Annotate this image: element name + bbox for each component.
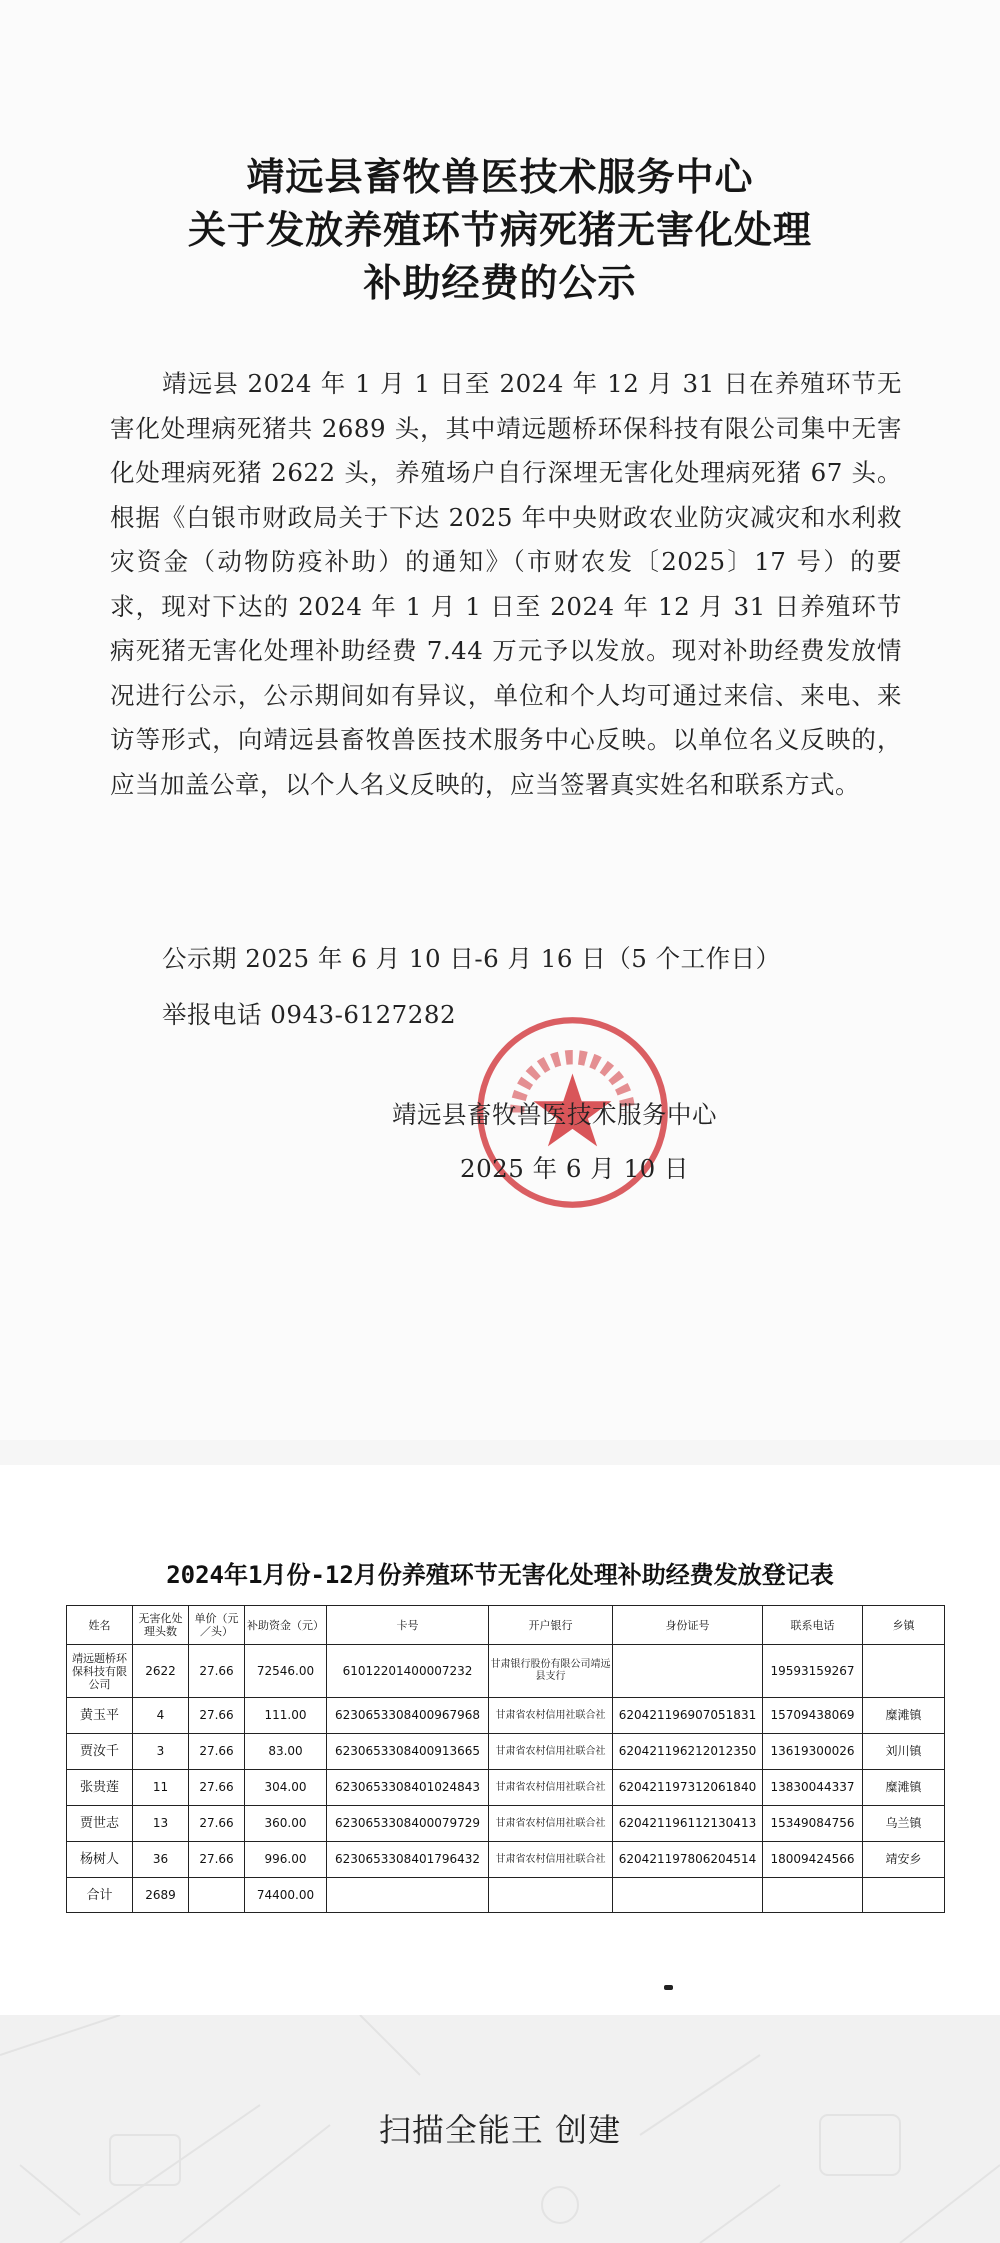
cell-id: 620421197806204514	[613, 1842, 763, 1878]
cell-card: 6230653308401796432	[327, 1842, 489, 1878]
cell-total-price	[189, 1878, 245, 1913]
cell-price: 27.66	[189, 1698, 245, 1734]
cell-count: 4	[133, 1698, 189, 1734]
cell-bank: 甘肃省农村信用社联合社	[489, 1734, 613, 1770]
column-header: 联系电话	[763, 1606, 863, 1645]
notice-title-line-1: 靖远县畜牧兽医技术服务中心	[246, 154, 754, 199]
cell-id: 620421196907051831	[613, 1698, 763, 1734]
cell-amount: 72546.00	[245, 1645, 327, 1698]
cell-amount: 111.00	[245, 1698, 327, 1734]
cell-total-label: 合计	[67, 1878, 133, 1913]
cell-total-phone	[763, 1878, 863, 1913]
table-row	[67, 1734, 945, 1770]
cell-town	[863, 1645, 945, 1698]
column-header: 单价（元／头）	[189, 1606, 245, 1645]
cell-id	[613, 1645, 763, 1698]
cell-bank: 甘肃省农村信用社联合社	[489, 1806, 613, 1842]
column-header: 卡号	[327, 1606, 489, 1645]
column-header: 乡镇	[863, 1606, 945, 1645]
register-page	[0, 1465, 1000, 2025]
table-row	[67, 1806, 945, 1842]
cell-phone: 19593159267	[763, 1645, 863, 1698]
cell-total-count: 2689	[133, 1878, 189, 1913]
cell-name: 黄玉平	[67, 1698, 133, 1734]
scanner-footer	[0, 2015, 1000, 2243]
report-phone: 举报电话 0943-6127282	[162, 1000, 457, 1029]
cell-count: 2622	[133, 1645, 189, 1698]
cell-phone: 15349084756	[763, 1806, 863, 1842]
notice-title-line-2: 关于发放养殖环节病死猪无害化处理	[187, 207, 812, 252]
cell-count: 3	[133, 1734, 189, 1770]
cell-town: 乌兰镇	[863, 1806, 945, 1842]
cell-amount: 996.00	[245, 1842, 327, 1878]
cell-price: 27.66	[189, 1734, 245, 1770]
cell-total-id	[613, 1878, 763, 1913]
cell-total-town	[863, 1878, 945, 1913]
cell-amount: 360.00	[245, 1806, 327, 1842]
cell-count: 36	[133, 1842, 189, 1878]
table-row	[67, 1770, 945, 1806]
column-header: 身份证号	[613, 1606, 763, 1645]
column-header: 补助资金（元）	[245, 1606, 327, 1645]
notice-title-line-3: 补助经费的公示	[363, 260, 637, 305]
table-row	[67, 1645, 945, 1698]
cell-town: 靖安乡	[863, 1842, 945, 1878]
cell-phone: 18009424566	[763, 1842, 863, 1878]
cell-name: 杨树人	[67, 1842, 133, 1878]
cell-id: 620421196112130413	[613, 1806, 763, 1842]
cell-name: 靖远题桥环保科技有限公司	[67, 1645, 133, 1698]
table-row	[67, 1842, 945, 1878]
cell-total-bank	[489, 1878, 613, 1913]
cell-total-card	[327, 1878, 489, 1913]
cell-card: 6230653308400967968	[327, 1698, 489, 1734]
notice-period: 公示期 2025 年 6 月 10 日-6 月 16 日（5 个工作日）	[162, 944, 781, 973]
cell-card: 6230653308400079729	[327, 1806, 489, 1842]
cell-phone: 15709438069	[763, 1698, 863, 1734]
cell-town: 糜滩镇	[863, 1698, 945, 1734]
cell-id: 620421197312061840	[613, 1770, 763, 1806]
signature-date: 2025 年 6 月 10 日	[460, 1154, 690, 1183]
cell-price: 27.66	[189, 1842, 245, 1878]
cell-id: 620421196212012350	[613, 1734, 763, 1770]
cell-bank: 甘肃省农村信用社联合社	[489, 1770, 613, 1806]
register-table	[66, 1605, 945, 1913]
cell-count: 13	[133, 1806, 189, 1842]
cell-card: 6230653308400913665	[327, 1734, 489, 1770]
cell-amount: 304.00	[245, 1770, 327, 1806]
cell-bank: 甘肃省农村信用社联合社	[489, 1842, 613, 1878]
cell-card: 6230653308401024843	[327, 1770, 489, 1806]
cell-town: 糜滩镇	[863, 1770, 945, 1806]
cell-amount: 83.00	[245, 1734, 327, 1770]
signature-org: 靖远县畜牧兽医技术服务中心	[392, 1100, 717, 1129]
cell-name: 张贵莲	[67, 1770, 133, 1806]
cell-count: 11	[133, 1770, 189, 1806]
table-header-row	[67, 1606, 945, 1645]
cell-price: 27.66	[189, 1645, 245, 1698]
cell-phone: 13619300026	[763, 1734, 863, 1770]
cell-bank: 甘肃银行股份有限公司靖远县支行	[489, 1645, 613, 1698]
cell-card: 61012201400007232	[327, 1645, 489, 1698]
cell-price: 27.66	[189, 1770, 245, 1806]
register-title: 2024年1月份-12月份养殖环节无害化处理补助经费发放登记表	[166, 1561, 834, 1589]
table-total-row	[67, 1878, 945, 1913]
cell-name: 贾汝千	[67, 1734, 133, 1770]
notice-body: 靖远县 2024 年 1 月 1 日至 2024 年 12 月 31 日在养殖环节无害化处理病死猪共 2689 头，其中靖远题桥环保科技有限公司集中无害化处理病死猪 2622 头，养殖场户自行深埋无害化处理病死猪 67 头。根据《白银市财政局关于下达 2025 年中央财政农业防灾减灾和水利救灾资金（动物防疫补助）的通知》（市财农发〔2025〕17 号）的要求，现对下达的 2024 年 1 月 1 日至 2024 年 12 月 31 日养殖环节病死猪无害化处理补助经费 7.44 万元予以发放。现对补助经费发放情况进行公示，公示期间如有异议，单位和个人均可通过来信、来电、来访等形式，向靖远县畜牧兽医技术服务中心反映。以单位名义反映的，应当加盖公章，以个人名义反映的，应当签署真实姓名和联系方式。	[110, 369, 902, 799]
cell-bank: 甘肃省农村信用社联合社	[489, 1698, 613, 1734]
cell-town: 刘川镇	[863, 1734, 945, 1770]
column-header: 姓名	[67, 1606, 133, 1645]
scan-mark	[664, 1985, 673, 1990]
cell-name: 贾世志	[67, 1806, 133, 1842]
cell-phone: 13830044337	[763, 1770, 863, 1806]
cell-total-amount: 74400.00	[245, 1878, 327, 1913]
column-header: 开户银行	[489, 1606, 613, 1645]
scanner-footer-text: 扫描全能王 创建	[378, 2111, 622, 2149]
cell-price: 27.66	[189, 1806, 245, 1842]
table-row	[67, 1698, 945, 1734]
column-header: 无害化处理头数	[133, 1606, 189, 1645]
